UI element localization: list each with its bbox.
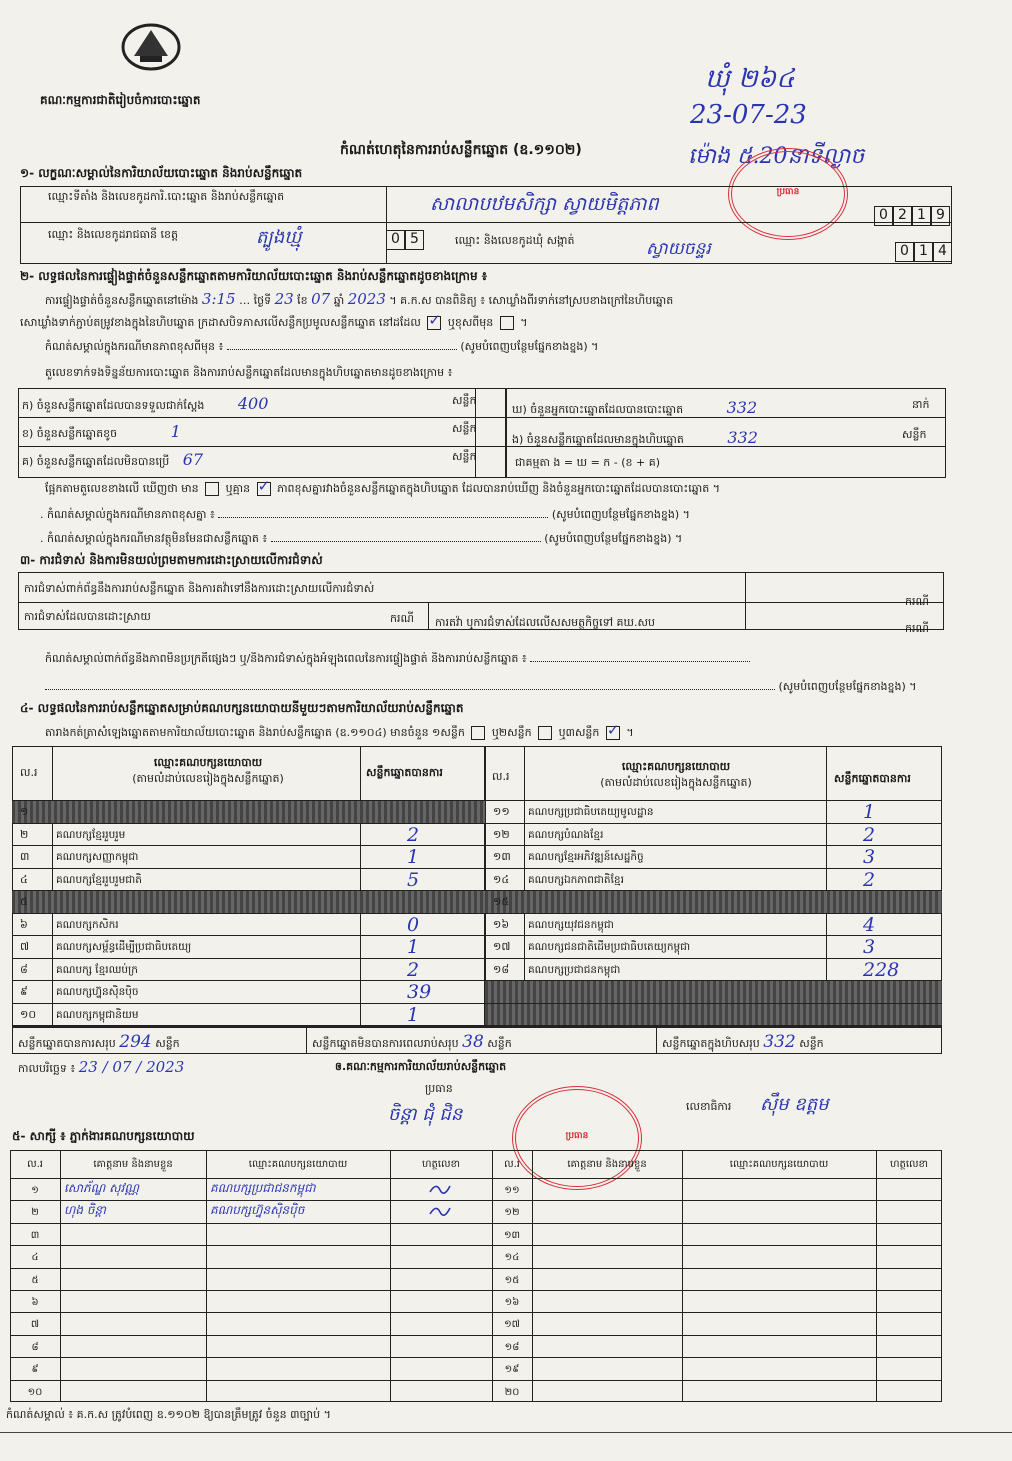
witness-witness2-party: គណបក្សហ្វ៊ុនស៊ិនប៉ិច [210,1203,305,1218]
col-votes-right: សន្លឹកឆ្នោតបានការ [834,772,911,785]
footer-note: កំណត់សម្គាល់ ៖ គ.ក.ស ត្រូវបំពេញ ឧ.១១០២ ឱ្យបានត្រឹមត្រូវ ចំនួន ៣ច្បាប់ ។ [6,1408,331,1421]
count-a-label: ក) ចំនួនសន្លឹកឆ្នោតដែលបានទទួលជាក់ស្តែង [22,399,205,412]
s2-line1-d: ឆ្នាំ [333,294,345,307]
row2-code [386,230,424,250]
date-line [18,1058,184,1078]
party-row [485,869,942,892]
section2-title: ២- លទ្ធផលនៃការផ្ទៀងផ្ទាត់ចំនួនសន្លឹកឆ្នោតតាមការិយាល័យបោះឆ្នោត និងរាប់សន្លឹកឆ្នោតដូចខាងក្រោម ៖ [20,269,488,283]
party-row [12,891,485,914]
chair-label: ប្រធាន [425,1082,453,1095]
witness-header-col_party: ឈ្មោះគណបក្សនយោបាយ [248,1159,348,1170]
party-row [12,824,485,847]
party-no: ៥ [20,895,28,908]
count-c-row [22,450,502,471]
row2-value: ត្បូងឃ្មុំ [256,227,302,248]
row1-label: ឈ្មោះទីតាំង និងលេខកូដការិ.បោះឆ្នោត និងរាប់សន្លឹកឆ្នោត [48,190,285,203]
witness-row-no: ១៦ [504,1297,520,1308]
hw-top-1: ឃុំ ២៦៤ [705,64,795,94]
witness-row-no: ១៨ [504,1341,520,1353]
witness-header-col_no: ល.រ [504,1159,520,1170]
party-row [12,981,485,1004]
one-sheet-checkbox[interactable] [471,726,485,740]
section3-title: ៣- ការជំទាស់ និងការមិនយល់ព្រមតាមការដោះស្រាយលើការជំទាស់ [20,553,323,567]
party-no: ១៥ [493,895,510,908]
total-invalid-value: 38 [462,1032,484,1052]
witness-header-col_sign: ហត្ថលេខា [889,1159,929,1170]
s2-line2-text: សោឃ្លាំងទាក់ភ្ជាប់តម្រូវខាងក្នុងនៃហិបឆ្នោត ក្រដាសបិទភាសលើសន្លឹកប្រមូលសន្លឹកឆ្នោត នៅដដែល [20,316,421,329]
witness-row-no: ១៤ [504,1252,520,1264]
witness-row-no: ២ [31,1207,39,1219]
s3-note-suffix: (សូមបំពេញបន្ថែមផ្នែកខាងខ្នង) ។ [778,680,917,693]
witness-header-col_name_r: គោត្តនាម និងនាមខ្លួន [567,1159,647,1170]
objection-row1-case: ករណី [905,595,929,608]
code2-digit: 0 [895,242,914,262]
party-no: ១០ [20,1007,37,1021]
witness-row-no: ១៩ [504,1364,520,1376]
s2-line1-c: ខែ [297,294,308,307]
count-e-value: 332 [727,428,758,447]
s2-year: 2023 [347,290,386,308]
note1-suffix: (សូមបំពេញបន្ថែមផ្នែកខាងខ្នង) ។ [551,508,690,521]
party-name: គណបក្សសម្ព័ន្ធដើម្បីប្រជាធិបតេយ្យ [56,941,192,953]
date-label: កាលបរិច្ឆេទ ៖ [18,1062,76,1075]
party-row [12,801,485,824]
date-value: 23 / 07 / 2023 [78,1058,185,1076]
party-name: គណបក្សហ្វ៊ុនស៊ិនប៉ិច [56,986,139,998]
count-e-label: ង) ចំនួនសន្លឹកឆ្នោតដែលមានក្នុងហិបឆ្នោត [512,433,684,446]
party-name: គណបក្សយុវជនកម្ពុជា [528,918,614,931]
witness-header-col_party: ឈ្មោះគណបក្សនយោបាយ [729,1159,829,1170]
total-valid [18,1032,180,1053]
party-votes: 2 [407,823,420,846]
total-valid-unit: សន្លឹក [155,1037,180,1050]
hw-top-2: 23-07-23 [690,100,807,130]
party-no: ១៣ [493,850,511,863]
party-row [485,801,942,824]
party-no: ១១ [493,805,510,818]
party-no: ១៨ [493,962,510,976]
witness-signature-mark [428,1182,452,1196]
party-no: ៩ [20,985,28,998]
party-row [12,936,485,959]
stamp-bottom-label: ប្រធាន [565,1131,589,1141]
s4-intro-b: ឬ២សន្លឹក [491,726,532,739]
s2-line1: ការផ្ទៀងផ្ទាត់ចំនួនសន្លឹកឆ្នោតនៅម៉ោង 3:15 … ថ្ងៃទី 23 ខែ 07 ឆ្នាំ 2023 ។ គ.ក.ស បានពិនិត្យ ៖ សោឃ្លាំងពីរទាក់នៅស្របខាងក្រៅនៃហិបឆ្នោត [45,290,674,308]
col-votes-left: សន្លឹកឆ្នោតបានការ [366,766,443,779]
party-no: ៧ [20,940,30,953]
row2-code-digit: 0 [386,230,405,250]
code2-digit: 1 [914,242,933,262]
witness-row-no: ៥ [31,1274,39,1286]
party-votes: 1 [407,1003,420,1026]
secretary-label: លេខាធិការ [686,1100,732,1113]
witness-header-col_no: ល.រ [27,1159,43,1170]
check-line-a: ផ្អែកតាមតួលេខខាងលើ ឃើញថា មាន [45,482,199,495]
col-no-right: ល.រ [492,770,510,783]
witness-row-no: ២០ [504,1386,520,1398]
code2-digit: 4 [933,242,952,262]
section1-title: ១- លក្ខណៈសម្គាល់នៃការិយាល័យបោះឆ្នោត និងរាប់សន្លឹកឆ្នោត [20,166,303,180]
party-votes: 5 [407,868,420,891]
s2-line3-note: (សូមបំពេញបន្ថែមផ្នែកខាងខ្នង) ។ [460,340,599,353]
section5-title: ៥- សាក្សី ៖ ភ្នាក់ងារគណបក្សនយោបាយ [12,1129,195,1143]
objection-row2-b: ការតវ៉ា ឬការជំទាស់ដែលលើសសមត្ថកិច្ចទៅ គឃ.សប [435,616,655,629]
note2-suffix: (សូមបំពេញបន្ថែមផ្នែកខាងខ្នង) ។ [544,532,683,545]
party-name: គណបក្សជនជាតិដើមប្រជាធិបតេយ្យកម្ពុជា [528,941,691,953]
s2-line2: សោឃ្លាំងទាក់ភ្ជាប់តម្រូវខាងក្នុងនៃហិបឆ្នោត ក្រដាសបិទភាសលើសន្លឹកប្រមូលសន្លឹកឆ្នោត នៅដដែល ✓ ឬខុសពីមុន ។ [20,316,528,332]
s2-time: 3:15 [201,290,236,308]
count-a-value: 400 [237,394,269,413]
row2-mid-label: ឈ្មោះ និងលេខកូដឃុំ សង្កាត់ [455,234,575,247]
party-no: ២ [20,827,29,841]
org-name: គណៈកម្មការជាតិរៀបចំការបោះឆ្នោត [40,93,201,107]
witness-row-no: ៩ [31,1364,39,1376]
count-b-unit: សន្លឹក [452,422,477,435]
total-valid-value: 294 [119,1032,152,1052]
witness-header-col_name: គោត្តនាម និងនាមខ្លួន [93,1159,173,1170]
s4-intro-a: តារាងកត់ត្រាសំឡេងឆ្នោតតាមការិយាល័យបោះឆ្នោត និងរាប់សន្លឹកឆ្នោត (ឧ.១១០៤) មានចំនួន ១សន្លឹក [45,726,465,739]
objection-row2: ការជំទាស់ដែលបានដោះស្រាយ [24,610,151,623]
three-sheet-checkbox[interactable] [606,726,620,740]
witness-signature-mark [428,1204,452,1218]
party-votes: 39 [407,981,432,1003]
s3-note [45,652,965,668]
party-name: គណបក្សខ្មែរអភិវឌ្ឍន៍សេដ្ឋកិច្ច [528,851,644,863]
count-d-label: ឃ) ចំនួនអ្នកបោះឆ្នោតដែលបានបោះឆ្នោត [512,403,684,416]
s2-month: 07 [311,290,331,308]
witness-row-no: ១ [31,1185,39,1196]
form-title: កំណត់ហេតុនៃការរាប់សន្លឹកឆ្នោត (ឧ.១១០២) [340,142,582,158]
party-row [485,959,942,982]
col-party-left [60,756,356,788]
count-b-value: 1 [170,422,181,441]
s2-line3-text: កំណត់សម្គាល់ក្នុងករណីមានភាពខុសពីមុន ៖ [45,340,224,353]
party-no: ៨ [20,962,28,976]
party-votes: 1 [407,936,420,958]
party-row [485,981,942,1004]
note1-label: កំណត់សម្គាល់ក្នុងករណីមានភាពខុសគ្នា ៖ [47,508,215,521]
count-c-value: 67 [182,450,204,469]
difference-no-checkbox[interactable] [257,482,271,496]
party-name: គណបក្សខ្មែររួបរួមជាតិ [56,873,142,886]
party-name: គណបក្សប្រជាជនកម្ពុជា [528,963,621,976]
party-row [485,1004,942,1027]
code1-digit: 9 [931,206,950,226]
party-name: គណបក្សសញ្ញាកម្ពុជា [56,851,139,863]
s2-line2-b: ឬខុសពីមុន [447,316,494,329]
count-a-unit: សន្លឹក [452,394,477,407]
row2-mid-value: ស្វាយចន្ទរ [646,239,711,259]
party-name: គណបក្សកម្ពុជានិយម [56,1008,139,1021]
party-votes: 2 [863,823,876,846]
party-votes: 2 [407,958,420,981]
witness-row-no: ១០ [27,1386,43,1398]
col-party-right [530,760,822,792]
code1-digit: 0 [874,206,893,226]
witness-row-no: ១៣ [503,1229,521,1241]
count-d-unit: នាក់ [912,398,930,411]
total-invalid-unit: សន្លឹក [487,1037,512,1050]
count-e-unit: សន្លឹក [902,428,927,441]
party-name: គណបក្សកសិករ [56,918,119,931]
witness-row-no: ៨ [31,1341,39,1353]
party-no: ១២ [493,827,510,841]
two-sheet-checkbox[interactable] [538,726,552,740]
col-no-left: ល.រ [20,766,38,779]
party-votes: 228 [863,958,900,981]
party-no: ៤ [20,872,28,886]
code1-digit: 2 [893,206,912,226]
party-votes: 1 [863,801,876,823]
party-votes: 3 [863,936,876,958]
committee-label: ឲ.គណៈកម្មការការិយាល័យរាប់សន្លឹកឆ្នោត [335,1060,507,1073]
row1-value: សាលាបឋមសិក្សា ស្វាយមិត្តភាព [430,193,659,215]
witness-grid [10,1150,942,1402]
party-no: ១៦ [493,917,510,931]
count-d-row [512,398,942,419]
party-row [485,936,942,959]
objection-row2b-case: ករណី [905,622,929,635]
witness-row-no: ១៧ [504,1319,520,1331]
witness-row-no: ១២ [504,1207,520,1219]
row2-code-digit: 5 [405,230,424,250]
code1-boxes [874,206,950,226]
witness-row-no: ១៥ [504,1274,520,1286]
difference-yes-checkbox[interactable] [205,482,219,496]
party-name: គណបក្សប្រជាធិបតេយ្យមូលដ្ឋាន [528,806,654,818]
party-row [12,869,485,892]
party-row [485,824,942,847]
witness-row-no: ៣ [30,1229,40,1241]
s3-note-line2 [45,680,917,696]
party-row [485,891,942,914]
stamp-label: ប្រធាន [776,187,800,197]
party-row [12,959,485,982]
party-row [485,914,942,937]
total-box [662,1032,824,1053]
s4-intro-c: ឬ៣សន្លឹក [558,726,600,739]
s2-note2: . កំណត់សម្គាល់ក្នុងករណីមានវត្ថុមិនមែនជាសន្លឹកឆ្នោត ៖ (សូមបំពេញបន្ថែមផ្នែកខាងខ្នង) ។ [40,532,683,545]
party-votes: 2 [863,868,876,891]
count-b-label: ខ) ចំនួនសន្លឹកឆ្នោតខូច [22,427,118,440]
s2-check-line [45,482,720,498]
col-party-left-sub: (តាមលំដាប់លេខរៀងក្នុងសន្លឹកឆ្នោត) [132,772,284,785]
objection-row2-case: ករណី [390,612,414,625]
party-name: គណបក្សខ្មែររួបរួម [56,828,126,841]
witness-row-no: ១១ [504,1185,520,1196]
witness-witness2-name: ហុង ចិន្តា [64,1203,106,1218]
party-no: ៣ [20,850,30,863]
total-box-unit: សន្លឹក [799,1037,824,1050]
count-e-row [512,428,942,449]
party-row [485,846,942,869]
witness-witness1-name: សោភ័ណ្ឌ សុវណ្ណ [64,1181,140,1195]
code2-boxes [895,242,952,262]
party-name: គណបក្សឯកភាពជាតិខ្មែរ [528,873,624,886]
section4-title: ៤- លទ្ធផលនៃការរាប់សន្លឹកឆ្នោតសម្រាប់គណបក្សនយោបាយនីមួយៗតាមការិយាល័យរាប់សន្លឹកឆ្នោត [20,701,464,715]
party-votes: 3 [863,846,876,868]
total-valid-label: សន្លឹកឆ្នោតបានការសរុប [18,1037,116,1050]
total-invalid [312,1032,512,1053]
party-row [12,914,485,937]
note2-label: កំណត់សម្គាល់ក្នុងករណីមានវត្ថុមិនមែនជាសន្លឹកឆ្នោត ៖ [47,532,268,545]
check-line-b: ឬគ្មាន [225,482,251,495]
witness-witness1-party: គណបក្សប្រជាជនកម្ពុជា [210,1181,316,1195]
code1-digit: 1 [912,206,931,226]
s2-line4: តួលេខទាក់ទងទិន្នន័យការបោះឆ្នោត និងការរាប់សន្លឹកឆ្នោតដែលមានក្នុងហិបឆ្នោតមានដូចខាងក្រោម ៖ [45,366,453,379]
chair-signature: ចិន្តា ជុំ ជិន [388,1104,463,1125]
party-votes: 1 [407,846,420,868]
party-no: ៦ [20,917,28,931]
check-line-c: ភាពខុសគ្នារវាងចំនួនសន្លឹកឆ្នោតក្នុងហិបឆ្នោត ដែលបានរាប់ឃើញ និងចំនួនអ្នកបោះឆ្នោតដែលបានបោះឆ្នោត ។ [277,482,720,495]
secretary-signature: ស៊ឹម ឧត្តម [760,1094,829,1115]
hw-top-3: ម៉ោង ៥.20នាទីល្ងាច [688,144,865,169]
witness-row-no: ៧ [30,1319,40,1331]
formula: ជាគម្មតា ង = ឃ = ក - (ខ + គ) [515,456,660,469]
party-votes: 4 [863,913,876,936]
total-box-label: សន្លឹកឆ្នោតក្នុងហិបសរុប [662,1037,760,1050]
total-box-value: 332 [763,1032,796,1052]
row2-label: ឈ្មោះ និងលេខកូដរាជធានី ខេត្ត [48,228,178,241]
total-invalid-label: សន្លឹកឆ្នោតមិនបានការពេលរាប់សរុប [312,1037,459,1050]
emblem-icon [120,22,182,72]
s2-line1-b: ថ្ងៃទី [253,294,272,307]
col-party-right-sub: (តាមលំដាប់លេខរៀងក្នុងសន្លឹកឆ្នោត) [600,776,752,789]
col-party-right-title: ឈ្មោះគណបក្សនយោបាយ [621,760,731,773]
count-c-label: គ) ចំនួនសន្លឹកឆ្នោតដែលមិនបានប្រើ [22,455,170,468]
changed-checkbox[interactable] [500,316,514,330]
party-row [12,1004,485,1027]
party-no: ១ [20,805,29,818]
s4-intro: តារាងកត់ត្រាសំឡេងឆ្នោតតាមការិយាល័យបោះឆ្នោត និងរាប់សន្លឹកឆ្នោត (ឧ.១១០៤) មានចំនួន ១សន្លឹក ឬ២សន្លឹក ឬ៣សន្លឹក ✓ ។ [45,726,634,742]
party-row [12,846,485,869]
objection-row1: ការជំទាស់ពាក់ព័ន្ធនឹងការរាប់សន្លឹកឆ្នោត និងការតវ៉ាទៅនឹងការដោះស្រាយលើការជំទាស់ [24,582,375,595]
party-votes: 0 [407,913,420,936]
party-no: ១៧ [493,940,511,953]
witness-row-no: ៦ [31,1297,39,1308]
s2-line1-e: ។ គ.ក.ស បានពិនិត្យ ៖ សោឃ្លាំងពីរទាក់នៅស្របខាងក្រៅនៃហិបឆ្នោត [389,294,674,307]
party-no: ១៤ [493,872,510,886]
count-a-row [22,394,502,415]
count-c-unit: សន្លឹក [452,450,477,463]
count-d-value: 332 [726,398,758,417]
unchanged-checkbox[interactable] [427,316,441,330]
witness-header-col_sign: ហត្ថលេខា [421,1159,461,1170]
s2-day: 23 [274,290,294,308]
s3-note-text: កំណត់សម្គាល់ពាក់ព័ន្ធនឹងភាពមិនប្រក្រតីផ្សេងៗ ឬ/និងការជំទាស់ក្នុងអំឡុងពេលនៃការផ្ទៀងផ្ទាត់ និងការរាប់សន្លឹកឆ្នោត ៖ [45,652,527,665]
s2-note1: . កំណត់សម្គាល់ក្នុងករណីមានភាពខុសគ្នា ៖ (សូមបំពេញបន្ថែមផ្នែកខាងខ្នង) ។ [40,508,690,521]
witness-row-no: ៤ [31,1252,39,1264]
s2-line1-a: ការផ្ទៀងផ្ទាត់ចំនួនសន្លឹកឆ្នោតនៅម៉ោង [45,294,199,307]
party-name: គណបក្សបំណងខ្មែរ [528,828,604,841]
s2-line3 [45,340,598,356]
count-b-row [22,422,502,443]
party-name: គណបក្ស ខ្មែរឈប់ក្រ [56,963,138,976]
col-party-left-title: ឈ្មោះគណបក្សនយោបាយ [153,756,263,769]
